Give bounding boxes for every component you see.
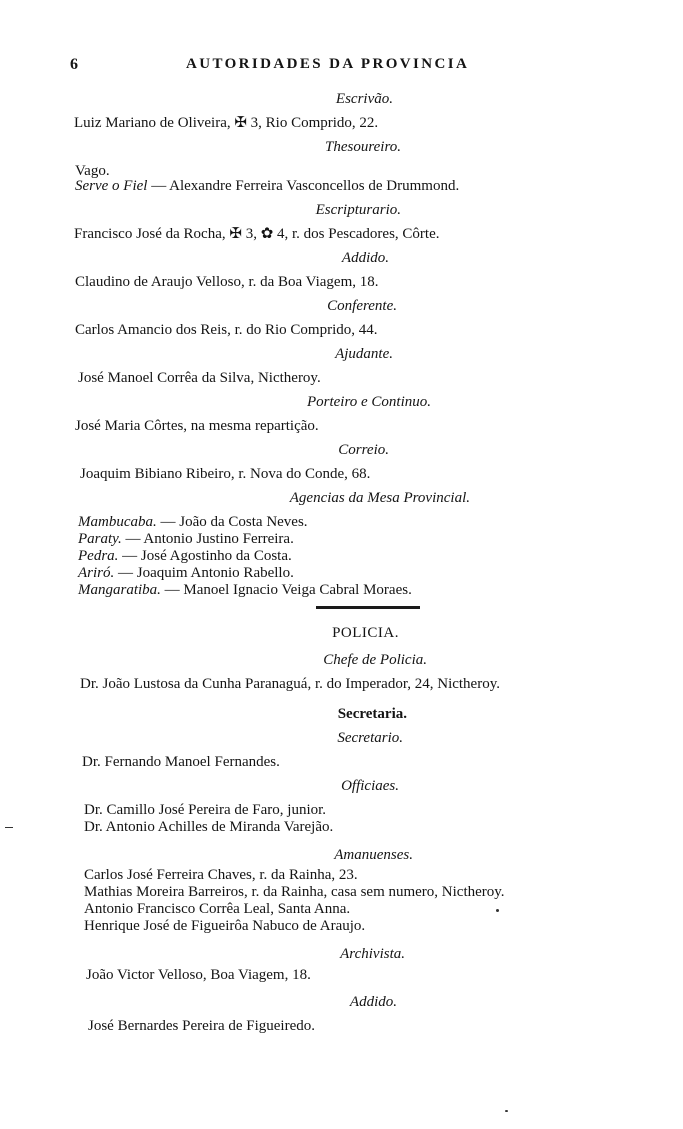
section-title: Addido. — [341, 250, 389, 266]
section-title: Agencias da Mesa Provincial. — [289, 490, 470, 506]
section-title: Thesoureiro. — [325, 139, 401, 155]
entry-label: Ariró. — [78, 565, 115, 581]
section-title: Ajudante. — [335, 346, 393, 362]
ink-speck — [5, 827, 13, 828]
directory-entry: José Maria Côrtes, na mesma repartição. — [75, 418, 319, 434]
entry-text: — Manoel Ignacio Veiga Cabral Moraes. — [160, 582, 412, 598]
page-number: 6 — [70, 56, 78, 73]
section-title: Escripturario. — [315, 202, 401, 218]
directory-entry: Joaquim Bibiano Ribeiro, r. Nova do Conde, 68. — [80, 466, 371, 482]
entry-text: — Alexandre Ferreira Vasconcellos de Drummond. — [147, 178, 460, 194]
directory-entry — [78, 564, 294, 582]
directory-entry — [78, 581, 412, 599]
directory-entry: Vago. — [75, 163, 110, 179]
section-title: Officiaes. — [341, 778, 399, 794]
section-title: Archivista. — [340, 946, 405, 962]
directory-entry — [78, 513, 308, 531]
directory-entry: Dr. João Lustosa da Cunha Paranaguá, r. do Imperador, 24, Nictheroy. — [80, 676, 500, 692]
entry-label: Mambucaba. — [78, 514, 157, 530]
running-title: AUTORIDADES DA PROVINCIA — [186, 56, 470, 72]
page-header — [64, 56, 544, 78]
directory-entry: Henrique José de Figueirôa Nabuco de Araujo. — [84, 918, 366, 934]
directory-entry — [75, 177, 459, 195]
entry-text: — José Agostinho da Costa. — [118, 548, 292, 564]
section-title: Porteiro e Continuo. — [306, 394, 431, 410]
entry-label: Pedra. — [78, 548, 119, 564]
entry-label: Mangaratiba. — [78, 582, 161, 598]
ink-speck — [505, 1110, 508, 1112]
directory-entry: Luiz Mariano de Oliveira, ✠ 3, Rio Comprido, 22. — [74, 115, 379, 131]
section-title: Chefe de Policia. — [323, 652, 427, 668]
directory-entry: Carlos Amancio dos Reis, r. do Rio Comprido, 44. — [75, 322, 378, 338]
directory-entry: Dr. Antonio Achilles de Miranda Varejão. — [84, 819, 334, 835]
directory-entry: Dr. Camillo José Pereira de Faro, junior. — [84, 802, 327, 818]
section-title: Correio. — [338, 442, 389, 458]
entry-text: — Antonio Justino Ferreira. — [121, 531, 294, 547]
section-title: Amanuenses. — [334, 847, 413, 863]
subdivision-heading: Secretaria. — [337, 706, 407, 722]
ink-speck — [496, 909, 499, 912]
entry-text: — João da Costa Neves. — [156, 514, 308, 530]
directory-entry: Claudino de Araujo Velloso, r. da Boa Viagem, 18. — [75, 274, 379, 290]
section-title: Secretario. — [337, 730, 403, 746]
directory-entry: Dr. Fernando Manoel Fernandes. — [82, 754, 280, 770]
entry-text: — Joaquim Antonio Rabello. — [114, 565, 294, 581]
directory-entry: Antonio Francisco Corrêa Leal, Santa Anna. — [84, 901, 351, 917]
directory-entry: Mathias Moreira Barreiros, r. da Rainha, casa sem numero, Nictheroy. — [84, 884, 505, 900]
directory-entry: José Manoel Corrêa da Silva, Nictheroy. — [78, 370, 321, 386]
section-divider-rule — [316, 606, 420, 609]
entry-label: Paraty. — [78, 531, 122, 547]
division-heading: POLICIA. — [332, 625, 399, 641]
section-title: Conferente. — [327, 298, 397, 314]
entry-label: Serve o Fiel — [75, 178, 148, 194]
directory-entry: Francisco José da Rocha, ✠ 3, ✿ 4, r. dos Pescadores, Côrte. — [74, 226, 440, 242]
section-title: Escrivão. — [335, 91, 393, 107]
directory-entry: Carlos José Ferreira Chaves, r. da Rainha, 23. — [84, 867, 358, 883]
directory-entry: João Victor Velloso, Boa Viagem, 18. — [86, 967, 311, 983]
directory-entry — [78, 547, 292, 565]
section-title: Addido. — [349, 994, 397, 1010]
directory-entry — [78, 530, 294, 548]
directory-entry: José Bernardes Pereira de Figueiredo. — [88, 1018, 316, 1034]
